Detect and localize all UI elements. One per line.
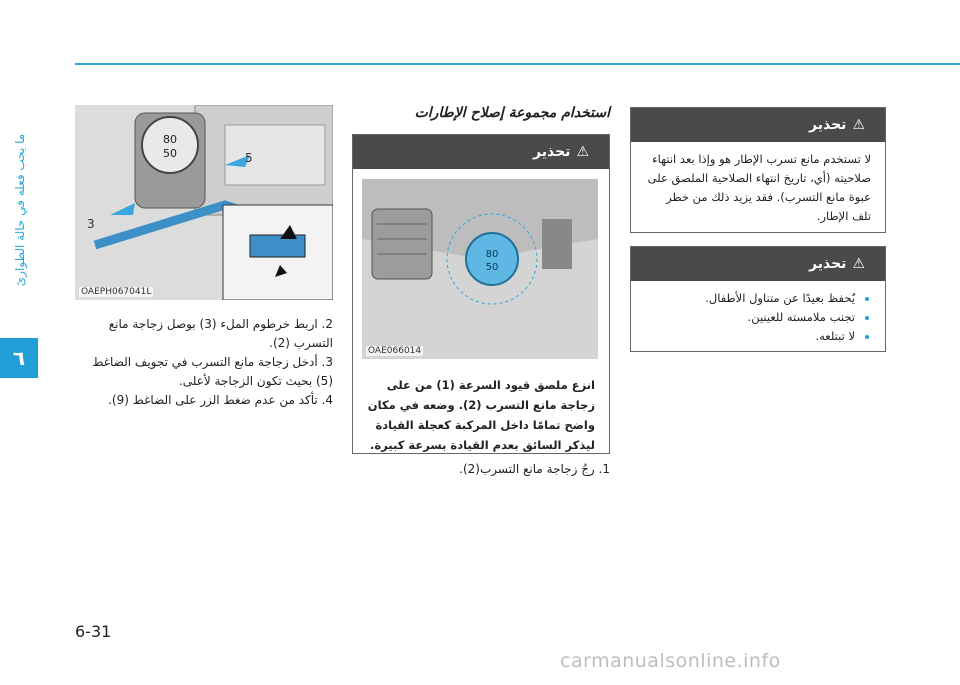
gauge-top-text: 80 — [163, 133, 177, 146]
warning-box-safety — [630, 246, 886, 352]
gauge-bottom-text: 50 — [163, 147, 177, 160]
warning-header — [631, 247, 885, 281]
sidebar-title: ما يجب فعله في حالة الطوارئ — [13, 133, 27, 287]
marker-3: 3 — [87, 217, 95, 231]
step-2: 2. اربط خرطوم الملء (3) بوصل زجاجة مانع التسرب (2). — [108, 317, 333, 350]
step-3: 3. أدخل زجاجة مانع التسرب في تجويف الضاغط (5) بحيث تكون الزجاجة لأعلى. — [92, 355, 333, 388]
warning-triangle-icon: ⚠ — [852, 117, 865, 133]
watermark: carmanualsonline.info — [560, 650, 781, 672]
warning-header — [631, 108, 885, 142]
dashboard-illustration — [362, 179, 598, 359]
figure1-label: OAEPH067041L — [81, 287, 152, 297]
top-rule — [75, 63, 960, 65]
warning-header — [353, 135, 609, 169]
list-item: • تجنب ملامسته للعينين. — [645, 308, 855, 327]
warning-list-body — [631, 281, 885, 354]
compressor-illustration — [75, 105, 333, 300]
marker-5: 5 — [245, 151, 253, 165]
warning-box-center — [352, 134, 610, 454]
warning-body: انزع ملصق قيود السرعة (1) من على زجاجة مانع التسرب (2). وضعه في مكان واضح تمامًا داخل المركبة كعجلة القيادة ليذكر السائق بعدم القيادة بسرعة كبيرة. — [367, 378, 595, 452]
warning-title: تحذير — [809, 256, 847, 272]
warning-title: تحذير — [533, 144, 571, 160]
step-1: 1. رجُ زجاجة مانع التسرب(2). — [459, 462, 610, 476]
step-4: 4. تأكد من عدم ضغط الزر على الضاغط (9). — [108, 393, 333, 407]
cap-top-text: 80 — [485, 249, 499, 260]
warning-triangle-icon: ⚠ — [852, 256, 865, 272]
page-number: 6-31 — [75, 622, 112, 641]
chapter-tab: ٦ — [0, 338, 38, 378]
figure-sealant-bottle — [362, 179, 598, 359]
list-item: • لا تبتلعه. — [645, 327, 855, 346]
warning-box-expiry — [630, 107, 886, 233]
steps-list — [75, 315, 333, 410]
warning-body: لا تستخدم مانع تسرب الإطار هو وإذا بعد انتهاء صلاحيته (أي، تاريخ انتهاء الصلاحية الملصق على عبوة مانع التسرب). فقد يزيد ذلك من خطر تلف الإطار. — [647, 152, 871, 223]
warning-title: تحذير — [809, 117, 847, 133]
warning-list — [645, 289, 871, 346]
figure-compressor-hose — [75, 105, 333, 300]
section-heading: استخدام مجموعة إصلاح الإطارات — [414, 105, 610, 121]
list-item: • يُحفظ بعيدًا عن متناول الأطفال. — [645, 289, 855, 308]
figure2-label: OAE066014 — [368, 346, 422, 356]
sidebar — [0, 90, 40, 340]
cap-bottom-text: 50 — [485, 262, 499, 273]
warning-triangle-icon: ⚠ — [576, 144, 589, 160]
